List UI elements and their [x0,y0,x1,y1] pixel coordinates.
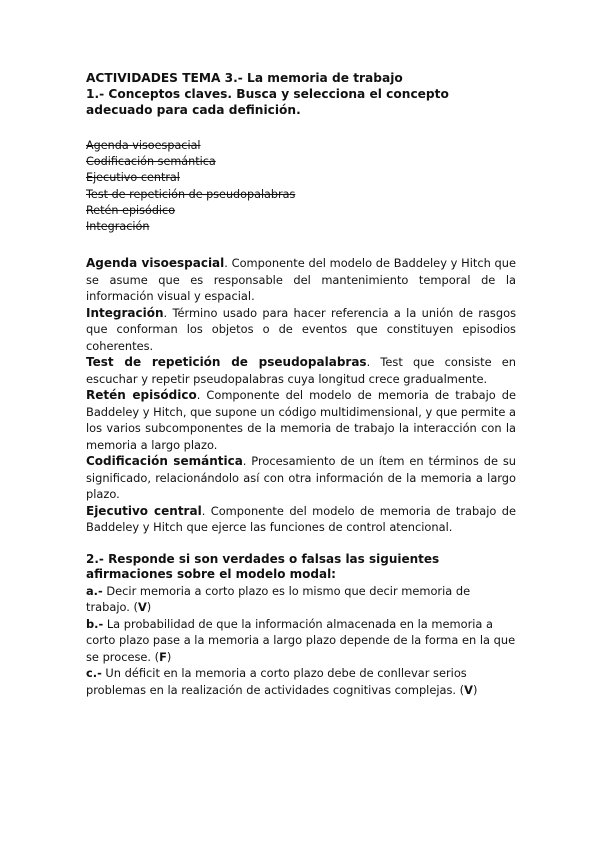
statement-text: Un déficit en la memoria a corto plazo debe de conllevar serios problemas en la realización de actividades cognitivas complejas. ( [86,666,467,697]
word-list-item: Retén episódico [86,203,176,217]
definition-item [86,387,516,453]
definition-text: . Componente del modelo de memoria de trabajo de Baddeley y Hitch que ejerce las funciones de control atencional. [86,503,517,535]
question-2-heading: 2.- Responde si son verdades o falsas las siguientes afirmaciones sobre el modelo modal: [86,551,440,582]
statement-label: b.- [86,616,104,631]
question-1-heading-line-2: adecuado para cada definición. [86,103,301,117]
statement-close: ) [146,600,152,615]
definition-term: Integración [86,305,164,320]
definition-term: Ejecutivo central [86,503,202,518]
definition-term: Retén episódico [86,388,197,403]
definition-item [86,305,516,355]
concept-word-list [86,138,516,235]
definition-text: . Procesamiento de un ítem en términos de su significado, relacionándolo así con otra información de la memoria a largo plazo. [86,454,516,502]
statement-label: c.- [86,666,102,681]
statement-answer: V [464,682,473,697]
word-list-item: Integración [86,220,150,234]
statement-answer: V [137,600,147,615]
definition-item [86,453,516,503]
word-list-item: Ejecutivo central [86,171,180,185]
question-2-section [86,552,516,699]
statement-text: La probabilidad de que la información almacenada en la memoria a corto plazo pase a la memoria a largo plazo depende de la forma en la que se procese. ( [86,616,516,664]
statement-label: a.- [86,583,103,598]
statement-close: ) [166,649,172,664]
definition-text: . Término usado para hacer referencia a la unión de rasgos que conforman los objetos o de eventos que constituyen episodios coherentes. [86,305,516,353]
definitions-list [86,255,516,536]
statement-text: Decir memoria a corto plazo es lo mismo que decir memoria de trabajo. ( [86,583,471,615]
definition-item [86,354,516,387]
word-list-item: Agenda visoespacial [86,139,201,152]
statement-answer: F [159,649,167,664]
definition-text: . Test que consiste en escuchar y repetir pseudopalabras cuya longitud crece gradualmente. [86,355,516,386]
definition-text: . Componente del modelo de memoria de trabajo de Baddeley y Hitch, que supone un código multidimensional, y que permite a los varios subcomponentes de la memoria de trabajo la interacción con la memoria a largo plazo. [86,388,517,452]
document-page [86,70,516,698]
definition-term: Agenda visoespacial [86,256,225,271]
definition-item [86,503,516,536]
definition-term: Codificación semántica [86,454,243,469]
word-list-item: Test de repetición de pseudopalabras [86,187,296,201]
statement-item [86,583,516,616]
statement-item [86,616,516,666]
question-1-heading-line-1: 1.- Conceptos claves. Busca y selecciona el concepto [86,87,449,101]
definition-term: Test de repetición de pseudopalabras [86,355,367,370]
word-list-item: Codificación semántica [86,155,216,169]
definition-text: . Componente del modelo de Baddeley y Hitch que se asume que es responsable del mantenimiento temporal de la información visual y espacial. [86,256,516,304]
definition-item [86,255,516,305]
statement-close: ) [472,682,478,697]
statement-item [86,665,516,698]
document-title: ACTIVIDADES TEMA 3.- La memoria de trabajo [86,71,403,85]
